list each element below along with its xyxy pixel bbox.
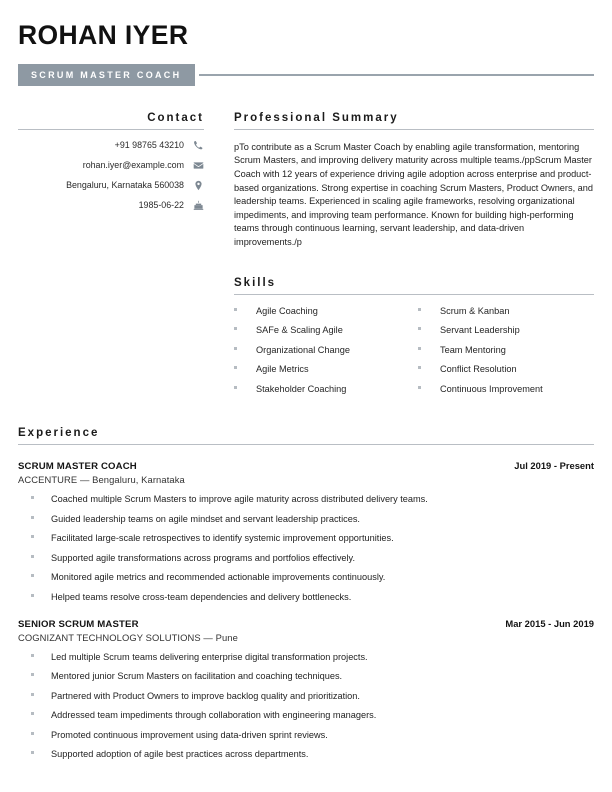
list-item: [18, 710, 594, 721]
list-item: [234, 345, 414, 356]
job-bullet-list: [18, 652, 594, 761]
list-item: [418, 384, 594, 395]
job-organization: ACCENTURE — Bengaluru, Karnataka: [18, 474, 185, 486]
bullet-icon: [234, 308, 237, 311]
bullet-icon: [418, 347, 421, 350]
skill-label: Stakeholder Coaching: [256, 383, 347, 394]
contact-item-email: [18, 159, 204, 172]
list-item: [18, 572, 594, 583]
list-item: [18, 514, 594, 525]
list-item: [418, 345, 594, 356]
skills-section: [234, 277, 594, 404]
envelope-icon: [193, 160, 204, 171]
list-item: [18, 494, 594, 505]
bullet-icon: [418, 386, 421, 389]
skill-label: Continuous Improvement: [440, 383, 543, 394]
job-title-badge: SCRUM MASTER COACH: [18, 64, 195, 86]
bullet-icon: [418, 366, 421, 369]
experience-entry-header: [18, 460, 594, 472]
skill-label: Agile Coaching: [256, 305, 318, 316]
bullet-icon: [31, 654, 34, 657]
skills-grid: [234, 306, 594, 404]
summary-section-heading: Professional Summary: [234, 112, 594, 130]
bullet-icon: [234, 347, 237, 350]
contact-birthdate-value: 1985-06-22: [138, 199, 184, 210]
job-bullet-text: Monitored agile metrics and recommended actionable improvements continuously.: [51, 572, 386, 583]
list-item: [18, 730, 594, 741]
list-item: [18, 652, 594, 663]
bullet-icon: [31, 574, 34, 577]
job-bullet-list: [18, 494, 594, 603]
skills-column-left: [234, 306, 414, 404]
job-bullet-text: Supported adoption of agile best practices across departments.: [51, 749, 309, 760]
header-divider: [199, 74, 594, 76]
list-item: [18, 533, 594, 544]
contact-location-value: Bengaluru, Karnataka 560038: [66, 179, 184, 190]
job-title: SCRUM MASTER COACH: [18, 461, 137, 473]
bullet-icon: [234, 386, 237, 389]
contact-list: [18, 139, 204, 212]
experience-entry-header: [18, 618, 594, 630]
skills-section-heading: Skills: [234, 277, 594, 295]
experience-entry: [18, 460, 594, 603]
experience-section-heading: Experience: [18, 427, 594, 445]
skill-label: Team Mentoring: [440, 344, 506, 355]
bullet-icon: [31, 516, 34, 519]
list-item: [18, 553, 594, 564]
contact-item-phone: [18, 139, 204, 152]
job-title: SENIOR SCRUM MASTER: [18, 618, 139, 630]
contact-item-location: [18, 179, 204, 192]
skill-label: Scrum & Kanban: [440, 305, 510, 316]
job-bullet-text: Partnered with Product Owners to improve backlog quality and prioritization.: [51, 690, 360, 701]
bullet-icon: [234, 327, 237, 330]
skill-label: Servant Leadership: [440, 325, 520, 336]
resume-body: [18, 112, 594, 403]
contact-section-heading: Contact: [18, 112, 204, 130]
skill-label: Agile Metrics: [256, 364, 309, 375]
bullet-icon: [31, 535, 34, 538]
list-item: [18, 592, 594, 603]
summary-section: [234, 112, 594, 250]
bullet-icon: [418, 308, 421, 311]
bullet-icon: [31, 693, 34, 696]
job-bullet-text: Helped teams resolve cross-team dependencies and delivery bottlenecks.: [51, 591, 352, 602]
bullet-icon: [31, 496, 34, 499]
skill-label: SAFe & Scaling Agile: [256, 325, 343, 336]
experience-entry: [18, 618, 594, 761]
job-bullet-text: Addressed team impediments through collaboration with engineering managers.: [51, 710, 377, 721]
contact-phone-value: +91 98765 43210: [114, 139, 184, 150]
list-item: [234, 325, 414, 336]
skill-label: Organizational Change: [256, 344, 350, 355]
list-item: [18, 749, 594, 760]
contact-item-birthdate: [18, 199, 204, 212]
list-item: [418, 325, 594, 336]
resume-header: [18, 0, 594, 86]
skill-label: Conflict Resolution: [440, 364, 517, 375]
experience-section: [18, 427, 594, 760]
phone-icon: [193, 140, 204, 151]
bullet-icon: [31, 732, 34, 735]
job-title-row: [18, 64, 594, 86]
job-organization: COGNIZANT TECHNOLOGY SOLUTIONS — Pune: [18, 631, 238, 643]
job-bullet-text: Led multiple Scrum teams delivering enterprise digital transformation projects.: [51, 651, 368, 662]
bullet-icon: [418, 327, 421, 330]
main-column: [204, 112, 594, 403]
skills-column-right: [414, 306, 594, 404]
bullet-icon: [31, 594, 34, 597]
birthday-cake-icon: [193, 200, 204, 211]
bullet-icon: [31, 555, 34, 558]
job-bullet-text: Mentored junior Scrum Masters on facilitation and coaching techniques.: [51, 671, 343, 682]
location-pin-icon: [193, 180, 204, 191]
list-item: [234, 364, 414, 375]
bullet-icon: [31, 751, 34, 754]
list-item: [234, 306, 414, 317]
list-item: [234, 384, 414, 395]
list-item: [18, 671, 594, 682]
contact-email-value: rohan.iyer@example.com: [82, 159, 184, 170]
bullet-icon: [234, 366, 237, 369]
candidate-name: ROHAN IYER: [18, 20, 189, 50]
list-item: [418, 364, 594, 375]
list-item: [418, 306, 594, 317]
bullet-icon: [31, 712, 34, 715]
bullet-icon: [31, 673, 34, 676]
sidebar-column: [18, 112, 204, 219]
job-bullet-text: Guided leadership teams on agile mindset and servant leadership practices.: [51, 513, 360, 524]
list-item: [18, 691, 594, 702]
job-bullet-text: Promoted continuous improvement using data-driven sprint reviews.: [51, 729, 328, 740]
job-bullet-text: Supported agile transformations across programs and portfolios effectively.: [51, 552, 356, 563]
job-dates: Jul 2019 - Present: [514, 460, 594, 472]
job-bullet-text: Coached multiple Scrum Masters to improve agile maturity across distributed delivery teams.: [51, 494, 428, 505]
summary-text: pTo contribute as a Scrum Master Coach by enabling agile transformation, mentoring Scrum Masters, and improving delivery maturity across multiple teams./ppScrum Master Coach with 12 years of experience driving agile adoption across enterprise and product-based organizations. Strong expertise in coaching Scrum Masters, Product Owners, and leadership teams. Experienced in scaling agile frameworks, resolving organizational impediments, and improving team performance. Known for building high-performing teams through continuous learning, servant leadership, and data-driven improvements./p: [234, 141, 594, 247]
job-dates: Mar 2015 - Jun 2019: [505, 617, 594, 629]
job-bullet-text: Facilitated large-scale retrospectives to identify systemic improvement opportunities.: [51, 533, 394, 544]
